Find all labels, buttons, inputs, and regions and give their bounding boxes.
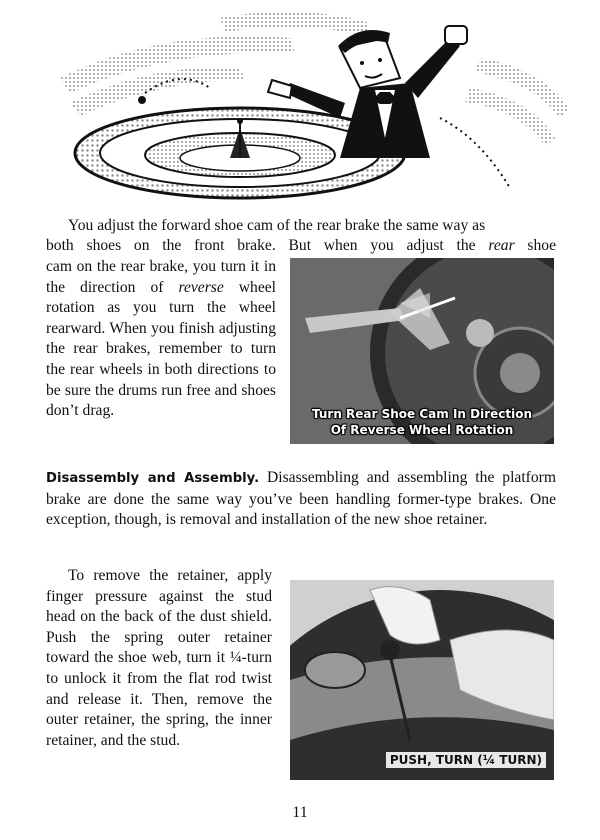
shoe-retainer-removal-photo bbox=[290, 580, 554, 780]
paragraph-1-line-2: both shoes on the front brake. But when you adjust the rear shoe bbox=[46, 237, 556, 254]
paragraph-3: To remove the retainer, apply finger pressure against the stud head on the back of the dust shield. Push the spring outer retainer toward the shoe web, turn it ¼-turn to unlock it from the flat rod twist and release it. Then, remove the outer retainer, the spring, the inner retainer, and the stud. bbox=[46, 567, 272, 749]
roulette-magician-illustration bbox=[40, 8, 580, 208]
paragraph-1-line-1: You adjust the forward shoe cam of the rear brake the same way as bbox=[68, 217, 486, 234]
photo-1-caption bbox=[290, 406, 554, 438]
photo-1-caption-line-1: Turn Rear Shoe Cam In Direction bbox=[311, 407, 533, 421]
page-number: 11 bbox=[292, 804, 308, 821]
photo-1-caption-line-2: Of Reverse Wheel Rotation bbox=[330, 423, 514, 437]
photo-2-caption: PUSH, TURN (¼ TURN) bbox=[386, 752, 546, 768]
section-heading: Disassembly and Assembly. bbox=[46, 471, 260, 486]
paragraph-2: Disassembly and Assembly. Disassembling and assembling the platform brake are done the same way you’ve been handling former-type brakes. One exception, though, is removal and installation of the new shoe retainer. bbox=[46, 469, 556, 529]
paragraph-1-continuation: cam on the rear brake, you turn it in the direction of reverse wheel rotation as you turn the wheel rearward. When you finish adjusting the rear brakes, remember to turn the rear wheels in both directions to be sure the drums run free and shoes don’t drag. bbox=[46, 258, 276, 420]
retainer-drawing bbox=[290, 580, 554, 780]
brake-cam-adjustment-photo bbox=[290, 258, 554, 444]
